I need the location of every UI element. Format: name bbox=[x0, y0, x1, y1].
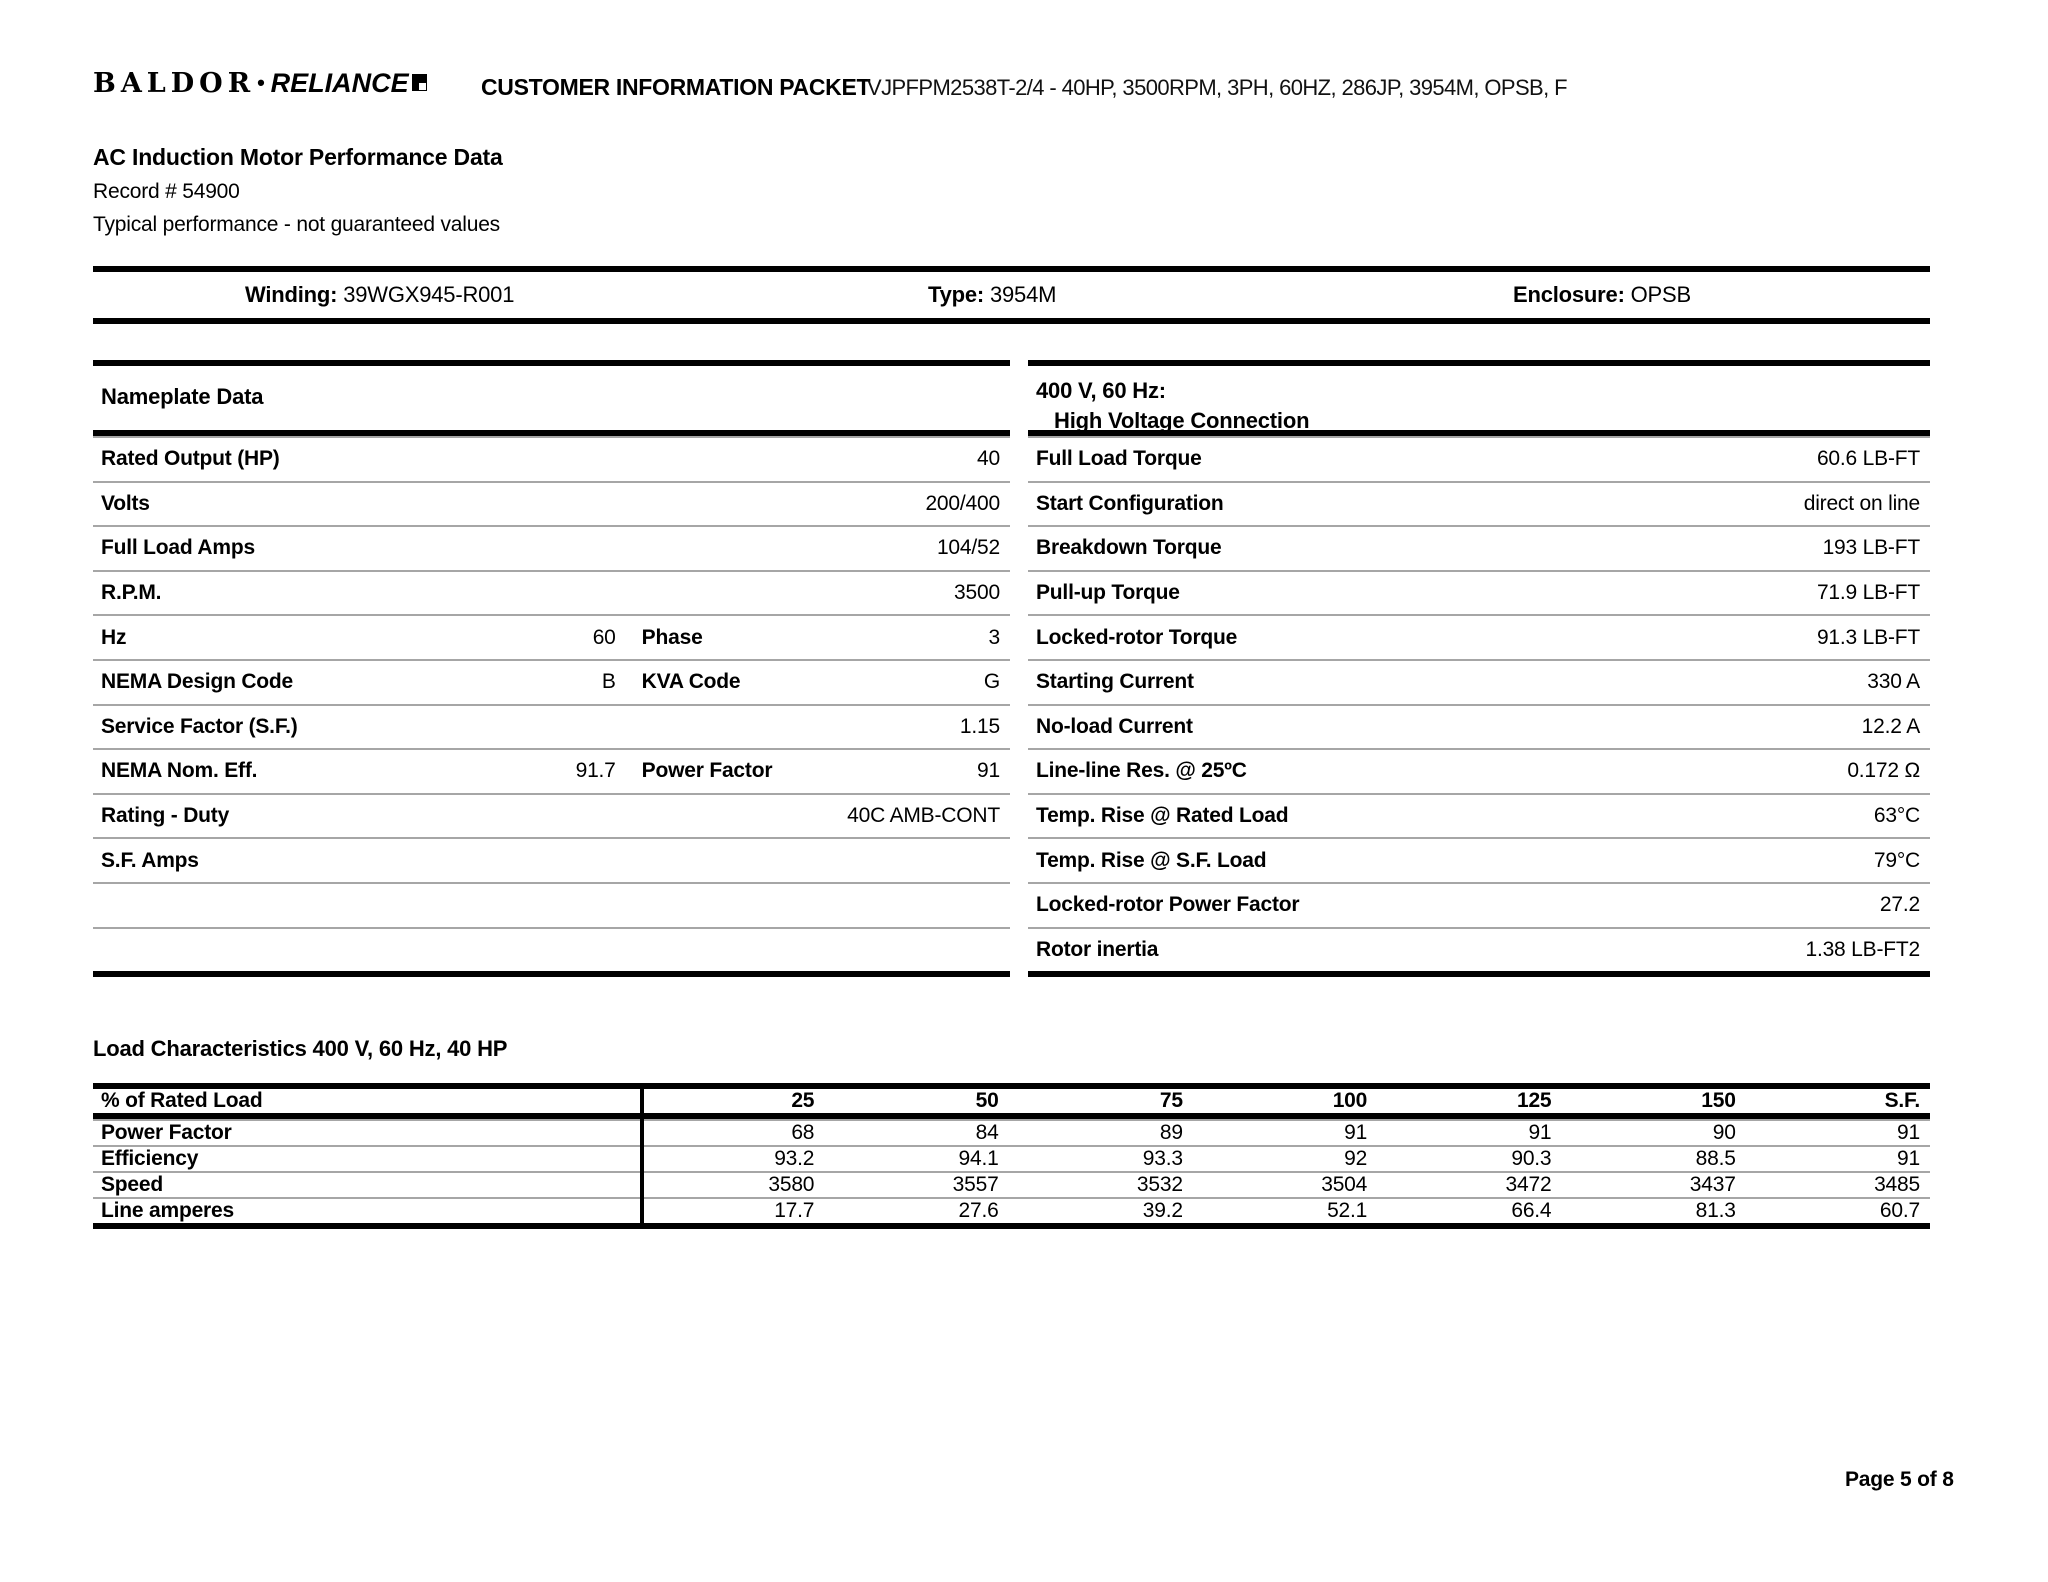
table-row bbox=[93, 1197, 1930, 1223]
model-spec-line: VJPFPM2538T-2/4 - 40HP, 3500RPM, 3PH, 60HZ, 286JP, 3954M, OPSB, F bbox=[867, 75, 1567, 100]
winding-summary-bar bbox=[93, 266, 1930, 324]
nameplate-header: Nameplate Data bbox=[93, 366, 1010, 436]
row-label: Temp. Rise @ Rated Load bbox=[1036, 804, 1289, 828]
table-row bbox=[1028, 570, 1930, 615]
cell-value: 92 bbox=[1344, 1147, 1368, 1170]
row-label: Volts bbox=[101, 491, 150, 515]
table-row bbox=[93, 1171, 1930, 1197]
enclosure-label: Enclosure: bbox=[1513, 282, 1625, 307]
table-row bbox=[93, 525, 1010, 570]
cell-value: 81.3 bbox=[1695, 1199, 1736, 1222]
logo-baldor-text: BALDOR bbox=[93, 68, 256, 99]
table-row bbox=[1028, 748, 1930, 793]
cell-value: 39.2 bbox=[1142, 1199, 1183, 1222]
row-label: Temp. Rise @ S.F. Load bbox=[1036, 848, 1267, 872]
load-characteristics-table bbox=[93, 1083, 1930, 1229]
row-value: 12.2 A bbox=[1861, 714, 1920, 738]
baldor-reliance-logo bbox=[93, 68, 427, 99]
column-header: % of Rated Load bbox=[101, 1089, 263, 1112]
row-label: Rated Output (HP) bbox=[101, 447, 280, 471]
table-row bbox=[93, 436, 1010, 481]
cell-value: 91 bbox=[1897, 1121, 1920, 1144]
row-value: 193 LB-FT bbox=[1822, 536, 1920, 560]
table-row bbox=[1028, 436, 1930, 481]
row-label: Locked-rotor Power Factor bbox=[1036, 893, 1300, 917]
row-label: Full Load Torque bbox=[1036, 447, 1202, 471]
row-label: Pull-up Torque bbox=[1036, 581, 1180, 605]
logo-dot-icon: • bbox=[257, 70, 265, 95]
row-label: Line-line Res. @ 25ºC bbox=[1036, 759, 1247, 783]
row-label: Line amperes bbox=[101, 1199, 234, 1222]
row-label: No-load Current bbox=[1036, 714, 1193, 738]
table-row bbox=[1028, 525, 1930, 570]
row-label: Locked-rotor Torque bbox=[1036, 625, 1238, 649]
row-label: Breakdown Torque bbox=[1036, 536, 1222, 560]
row-value: 0.172 Ω bbox=[1847, 759, 1920, 783]
cell-value: 52.1 bbox=[1327, 1199, 1368, 1222]
winding-value: 39WGX945-R001 bbox=[343, 282, 515, 307]
page-number: Page 5 of 8 bbox=[1845, 1468, 1954, 1491]
row-mid-value: 91.7 bbox=[575, 759, 616, 783]
cell-value: 3580 bbox=[768, 1173, 815, 1196]
cell-value: 91 bbox=[1528, 1121, 1552, 1144]
row-value: 71.9 LB-FT bbox=[1816, 581, 1920, 605]
row-label: NEMA Design Code bbox=[101, 670, 294, 694]
column-header: 100 bbox=[1332, 1089, 1368, 1112]
row-value: 3500 bbox=[954, 581, 1000, 605]
table-row bbox=[1028, 927, 1930, 972]
row-label: Rating - Duty bbox=[101, 804, 230, 828]
row-mid-value: B bbox=[601, 670, 616, 694]
cell-value: 66.4 bbox=[1511, 1199, 1552, 1222]
type-field bbox=[928, 282, 1513, 308]
nameplate-table bbox=[93, 360, 1010, 977]
row-value: 40 bbox=[977, 447, 1000, 471]
row-value: 79°C bbox=[1873, 848, 1920, 872]
row-value: 40C AMB-CONT bbox=[847, 804, 1000, 828]
row-mid-label: KVA Code bbox=[641, 670, 741, 694]
row-value: 200/400 bbox=[925, 491, 1000, 515]
column-header: 150 bbox=[1701, 1089, 1736, 1112]
table-row bbox=[93, 748, 1010, 793]
row-label: NEMA Nom. Eff. bbox=[101, 759, 258, 783]
cell-value: 60.7 bbox=[1879, 1199, 1920, 1222]
cell-value: 3504 bbox=[1321, 1173, 1368, 1196]
trademark-icon bbox=[412, 74, 427, 91]
table-row bbox=[1028, 659, 1930, 704]
row-label: S.F. Amps bbox=[101, 848, 199, 872]
row-mid-value: 60 bbox=[592, 625, 616, 649]
row-mid-label: Phase bbox=[641, 625, 703, 649]
column-header: 75 bbox=[1159, 1089, 1183, 1112]
cell-value: 3472 bbox=[1505, 1173, 1552, 1196]
title-block bbox=[93, 144, 503, 246]
cell-value: 90 bbox=[1712, 1121, 1736, 1144]
enclosure-value: OPSB bbox=[1630, 282, 1691, 307]
cell-value: 88.5 bbox=[1695, 1147, 1736, 1170]
cell-value: 91 bbox=[1897, 1147, 1920, 1170]
row-label: Efficiency bbox=[101, 1147, 199, 1170]
row-value: G bbox=[983, 670, 1000, 694]
table-row bbox=[93, 570, 1010, 615]
winding-field bbox=[93, 282, 928, 308]
winding-label: Winding: bbox=[245, 282, 338, 307]
cell-value: 93.3 bbox=[1142, 1147, 1183, 1170]
row-label: Start Configuration bbox=[1036, 491, 1224, 515]
row-value: 1.38 LB-FT2 bbox=[1805, 937, 1920, 961]
table-row bbox=[1028, 837, 1930, 882]
load-table-header-row bbox=[93, 1089, 1930, 1119]
table-row bbox=[93, 1145, 1930, 1171]
cell-value: 93.2 bbox=[774, 1147, 815, 1170]
row-value: 27.2 bbox=[1879, 893, 1920, 917]
row-label: Hz bbox=[101, 625, 127, 649]
cell-value: 84 bbox=[975, 1121, 999, 1144]
type-label: Type: bbox=[928, 282, 985, 307]
voltage-header-line2: High Voltage Connection bbox=[1054, 408, 1310, 433]
cell-value: 3557 bbox=[952, 1173, 999, 1196]
row-value: 91 bbox=[977, 759, 1000, 783]
performance-note: Typical performance - not guaranteed values bbox=[93, 213, 500, 236]
table-row bbox=[93, 793, 1010, 838]
enclosure-field bbox=[1513, 282, 1930, 308]
cell-value: 3532 bbox=[1136, 1173, 1183, 1196]
row-label: Starting Current bbox=[1036, 670, 1194, 694]
table-row bbox=[1028, 882, 1930, 927]
cell-value: 94.1 bbox=[958, 1147, 999, 1170]
column-header: 50 bbox=[975, 1089, 999, 1112]
row-value: 60.6 LB-FT bbox=[1816, 447, 1920, 471]
voltage-header-line1: 400 V, 60 Hz: bbox=[1036, 378, 1166, 403]
cell-value: 89 bbox=[1159, 1121, 1183, 1144]
row-label: Service Factor (S.F.) bbox=[101, 714, 298, 738]
column-header: 125 bbox=[1516, 1089, 1552, 1112]
table-row bbox=[93, 614, 1010, 659]
column-header: S.F. bbox=[1884, 1089, 1920, 1112]
row-value: 63°C bbox=[1873, 804, 1920, 828]
logo-reliance-text: RELIANCE bbox=[270, 68, 409, 98]
row-value: 91.3 LB-FT bbox=[1816, 625, 1920, 649]
row-label: Full Load Amps bbox=[101, 536, 255, 560]
row-label: Rotor inertia bbox=[1036, 937, 1159, 961]
table-row bbox=[93, 882, 1010, 927]
type-value: 3954M bbox=[989, 282, 1057, 307]
table-vertical-divider bbox=[640, 1089, 644, 1223]
performance-data-title: AC Induction Motor Performance Data bbox=[93, 144, 503, 170]
table-row bbox=[1028, 704, 1930, 749]
cell-value: 91 bbox=[1344, 1121, 1368, 1144]
table-row bbox=[93, 927, 1010, 972]
table-row bbox=[93, 1119, 1930, 1145]
table-row bbox=[93, 659, 1010, 704]
table-row bbox=[1028, 481, 1930, 526]
row-label: Power Factor bbox=[101, 1121, 232, 1144]
row-value: 104/52 bbox=[936, 536, 1000, 560]
row-label: Speed bbox=[101, 1173, 164, 1196]
column-header: 25 bbox=[791, 1089, 815, 1112]
table-row bbox=[1028, 614, 1930, 659]
high-voltage-table bbox=[1028, 360, 1930, 977]
row-value: direct on line bbox=[1803, 491, 1920, 515]
load-characteristics-title: Load Characteristics 400 V, 60 Hz, 40 HP bbox=[93, 1036, 508, 1061]
row-mid-label: Power Factor bbox=[641, 759, 773, 783]
cell-value: 68 bbox=[791, 1121, 815, 1144]
row-label: R.P.M. bbox=[101, 581, 162, 605]
table-row bbox=[1028, 793, 1930, 838]
cell-value: 3485 bbox=[1874, 1173, 1920, 1196]
row-value: 330 A bbox=[1867, 670, 1920, 694]
table-row bbox=[93, 481, 1010, 526]
doc-type-title: CUSTOMER INFORMATION PACKET bbox=[481, 74, 871, 100]
voltage-header bbox=[1028, 366, 1930, 436]
row-value: 3 bbox=[988, 625, 1000, 649]
cell-value: 17.7 bbox=[774, 1199, 815, 1222]
cell-value: 27.6 bbox=[958, 1199, 999, 1222]
record-number: Record # 54900 bbox=[93, 180, 240, 203]
table-row bbox=[93, 837, 1010, 882]
row-value: 1.15 bbox=[959, 714, 1000, 738]
table-row bbox=[93, 704, 1010, 749]
cell-value: 3437 bbox=[1689, 1173, 1736, 1196]
cell-value: 90.3 bbox=[1511, 1147, 1552, 1170]
